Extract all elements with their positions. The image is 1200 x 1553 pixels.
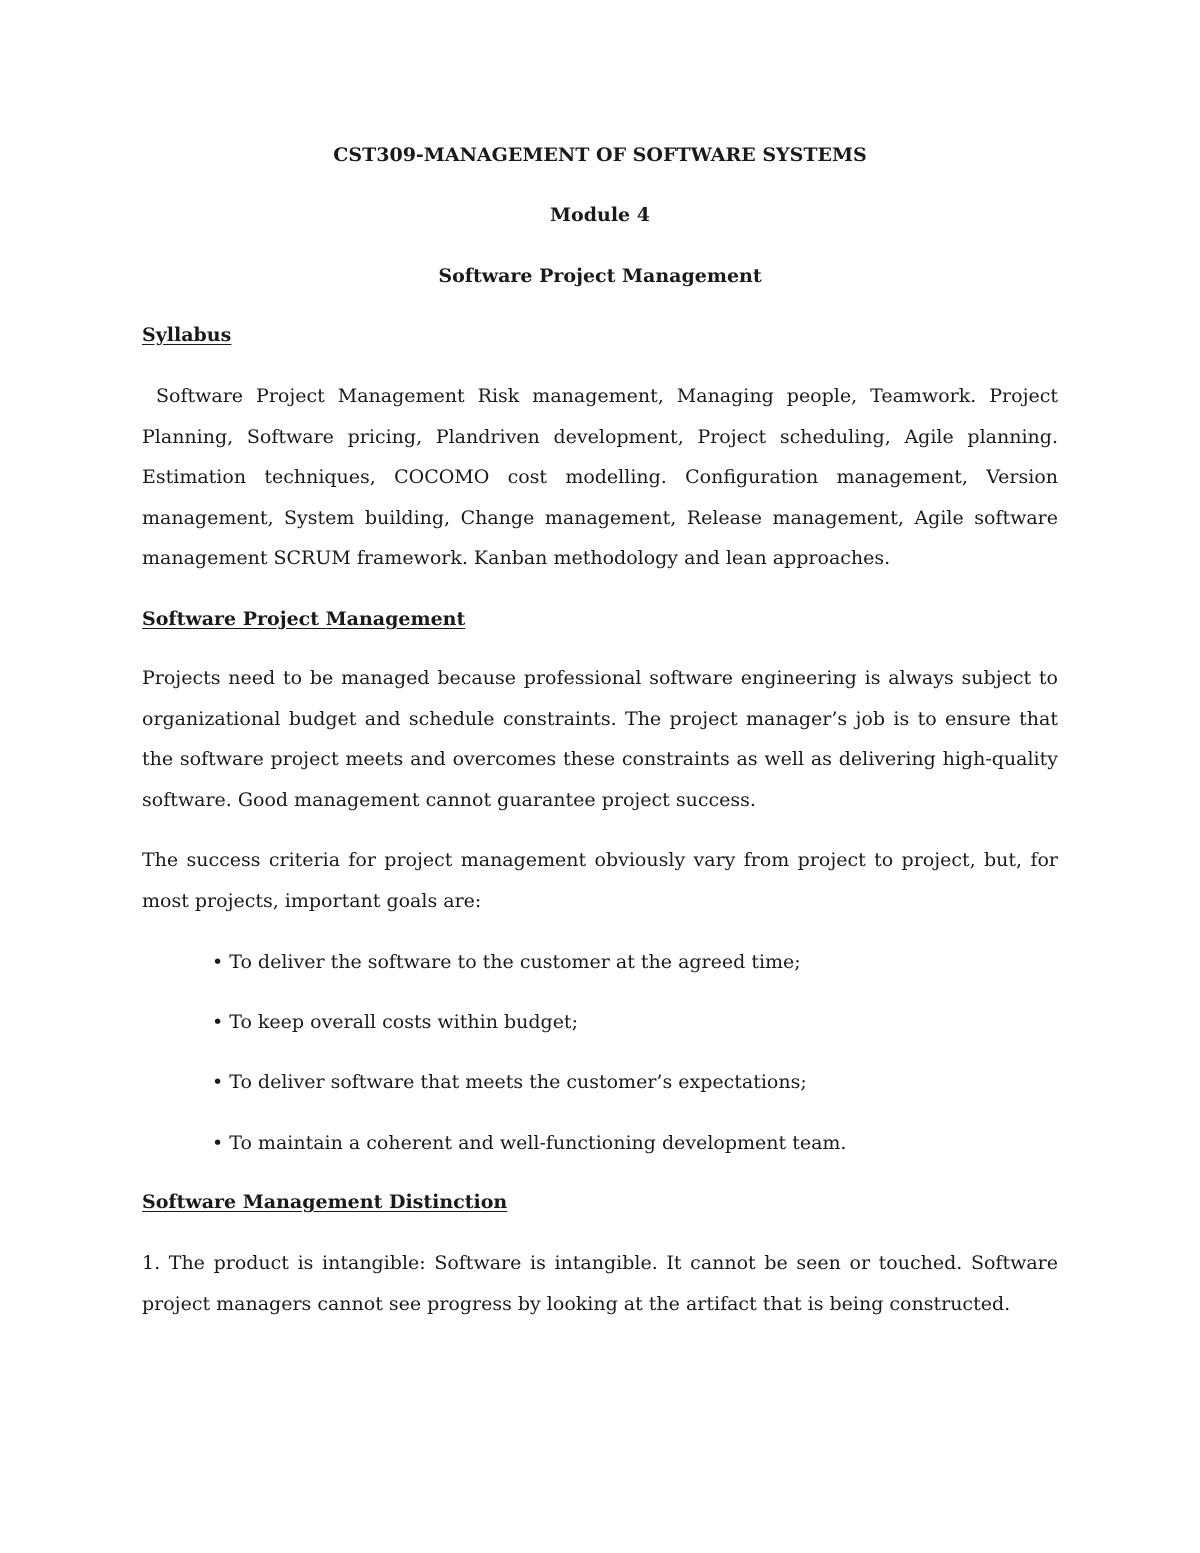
distinction-item-1: 1. The product is intangible: Software is intangible. It cannot be seen or touched. Software project managers cannot see progress by looking at the artifact that is being constructed.	[142, 1252, 1058, 1315]
spm-paragraph-1: Projects need to be managed because professional software engineering is always subject to organizational budget and schedule constraints. The project manager’s job is to ensure that the software project meets and overcomes these constraints as well as delivering high-quality software. Good management cannot guarantee project success.	[142, 667, 1058, 811]
syllabus-text: Software Project Management Risk management, Managing people, Teamwork. Project Planning, Software pricing, Plandriven development, Project scheduling, Agile planning. Estimation techniques, COCOMO cost modelling. Configuration management, Version management, System building, Change management, Release management, Agile software management SCRUM framework. Kanban methodology and lean approaches.	[142, 385, 1058, 570]
syllabus-heading: Syllabus	[142, 324, 232, 346]
goal-item: • To maintain a coherent and well-functioning development team.	[212, 1132, 847, 1154]
module-number: Module 4	[550, 204, 650, 226]
distinction-heading: Software Management Distinction	[142, 1191, 508, 1213]
spm-paragraph-2: The success criteria for project management obviously vary from project to project, but, for most projects, important goals are:	[142, 849, 1058, 912]
goal-item: • To deliver the software to the customer at the agreed time;	[212, 951, 801, 973]
module-title: Software Project Management	[438, 265, 762, 287]
goal-item: • To deliver software that meets the customer’s expectations;	[212, 1071, 807, 1093]
goal-item: • To keep overall costs within budget;	[212, 1011, 578, 1033]
document-page	[142, 0, 1058, 1553]
spm-heading: Software Project Management	[142, 608, 466, 630]
course-title: CST309-MANAGEMENT OF SOFTWARE SYSTEMS	[333, 144, 867, 166]
